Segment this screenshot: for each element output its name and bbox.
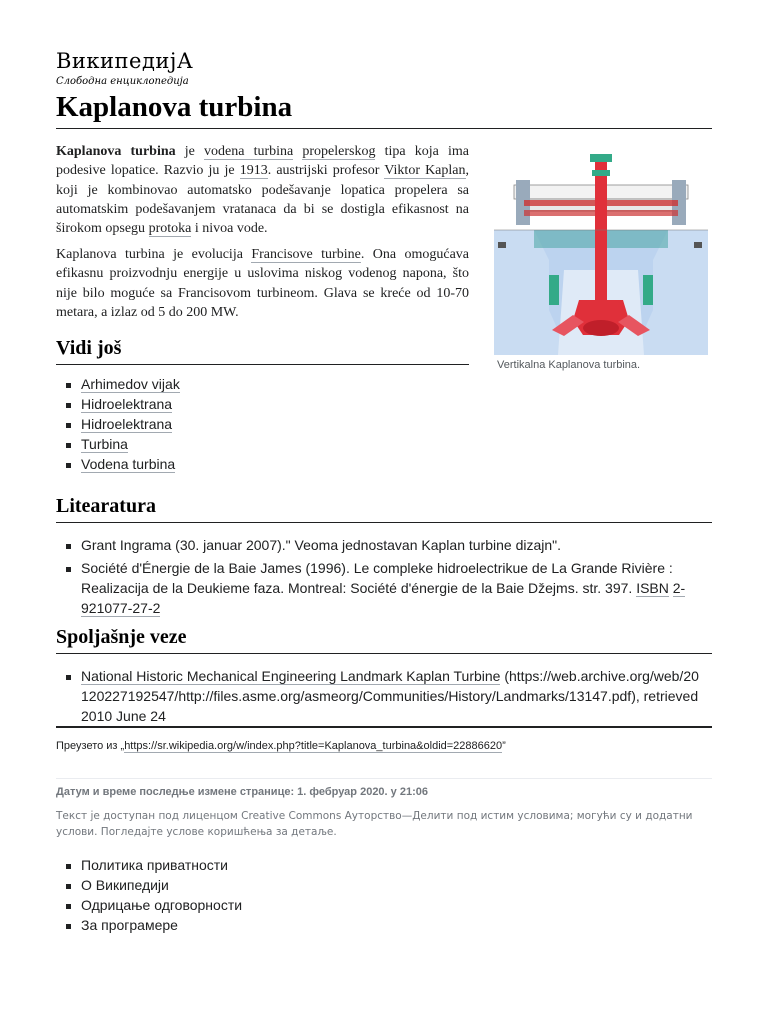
paragraph-2 [56, 245, 469, 322]
list-item [66, 414, 180, 434]
link-isbn[interactable]: ISBN [636, 580, 669, 596]
kaplan-turbine-diagram[interactable] [494, 150, 708, 355]
footer-link-privacy[interactable]: Политика приватности [81, 857, 228, 873]
link-isbn-number[interactable]: 2-921077-27-2 [81, 580, 686, 616]
intro-paragraph [56, 142, 469, 238]
footer-link-item [66, 895, 242, 915]
section-heading-literatura: Litearatura [56, 495, 712, 523]
page-title: Kaplanova turbina [56, 88, 712, 129]
footer-link-item [66, 875, 242, 895]
footer-link-about[interactable]: О Википедији [81, 877, 169, 893]
footer-link-disclaimer[interactable]: Одрицање одговорности [81, 897, 243, 913]
text-run: . Ona omogućava efikasnu proizvodnju energije u uslovima niskog vodenog napona, što nije bilo moguće sa Francisovom turbineom. Glava se kreće od 10-70 metara, a izlaz od 5 do 200 MW. [56, 247, 469, 320]
footer-divider [56, 778, 712, 779]
link-vodena-turbina[interactable]: vodena turbina [204, 144, 294, 159]
url-text: (https://web.archive.org/web/20120227192547/http://files.asme.org/asmeorg/Communities/History/Landmarks/13147.pdf) [81, 668, 699, 704]
footer-link-item [66, 915, 242, 935]
link-arhimedov-vijak[interactable]: Arhimedov vijak [81, 376, 180, 392]
footer-link-item [66, 855, 242, 875]
source-line [56, 740, 506, 752]
external-links-list [66, 666, 702, 729]
list-item [66, 434, 180, 454]
footer-links [66, 855, 242, 935]
text-run: Kaplanova turbina je evolucija [56, 247, 252, 262]
list-item [66, 394, 180, 414]
source-link[interactable]: https://sr.wikipedia.org/w/index.php?title=Kaplanova_turbina&oldid=22886620 [124, 740, 503, 752]
last-modified: Датум и време последње измене странице: 1. фебруар 2020. у 21:06 [56, 786, 428, 798]
reference-item: Grant Ingrama (30. januar 2007)." Veoma jednostavan Kaplan turbine dizajn". [66, 535, 696, 555]
link-viktor-kaplan[interactable]: Viktor Kaplan [384, 163, 466, 179]
list-item [66, 454, 180, 474]
link-asme-landmark[interactable]: National Historic Mechanical Engineering Landmark Kaplan Turbine [81, 668, 501, 684]
text-run: tipa koja ima podesive lopatice. Razvio ju je [56, 144, 469, 179]
link-protoka[interactable]: protoka [148, 221, 192, 237]
text-run: , koji je kombinovao automatsko podešavanje lopatica propelera sa automatskim podešavanjem vratanaca da bi se dostigla efikasnost na širokom opsegu [56, 163, 470, 237]
turbine-figure [494, 150, 708, 371]
reference-text: Société d'Énergie de la Baie James (1996). Le compleke hidroelectrikue de La Grande Rivière : Realizacija de la Deukieme faza. Montreal: Société d'énergie de la Baie Džejms. str. 397. [81, 560, 673, 596]
link-hidroelektrana[interactable]: Hidroelektrana [81, 396, 173, 412]
footer-link-developers[interactable]: За програмере [81, 917, 178, 933]
references-list [66, 535, 696, 621]
section-heading-spoljasnje-veze: Spoljašnje veze [56, 626, 712, 654]
see-also-list [66, 374, 180, 474]
text-run: i nivoa vode. [191, 221, 268, 237]
link-hidroelektrana-2[interactable]: Hidroelektrana [81, 416, 173, 432]
section-heading-vidi-jos: Vidi još [56, 337, 469, 365]
text-run: . austrijski profesor [267, 163, 385, 179]
list-item [66, 374, 180, 394]
link-francisove-turbine[interactable]: Francisove turbine [251, 247, 361, 262]
link-1913[interactable]: 1913 [239, 163, 268, 179]
bold-term: Kaplanova turbina [56, 144, 176, 159]
source-prefix: Преузето из „ [56, 740, 125, 752]
content-end-rule [56, 726, 712, 728]
figure-caption: Vertikalna Kaplanova turbina. [497, 359, 641, 371]
reference-item [66, 558, 696, 618]
link-propelerskog[interactable]: propelerskog [302, 144, 376, 159]
suffix-text: , retrieved 2010 June 24 [81, 688, 699, 724]
link-turbina[interactable]: Turbina [81, 436, 128, 452]
license-text: Текст је доступан под лиценцом Creative Commons Ауторство—Делити под истим условима; могући су и додатни услови. Погледајте услове коришћења за детаље. [56, 810, 693, 838]
text-run: je [175, 144, 205, 159]
source-suffix: ” [502, 740, 506, 752]
site-tagline: Слободна енциклопедија [56, 76, 189, 87]
site-wordmark[interactable]: ВикипедијА [56, 49, 194, 73]
list-item [66, 666, 702, 726]
link-vodena-turbina-2[interactable]: Vodena turbina [81, 456, 176, 472]
